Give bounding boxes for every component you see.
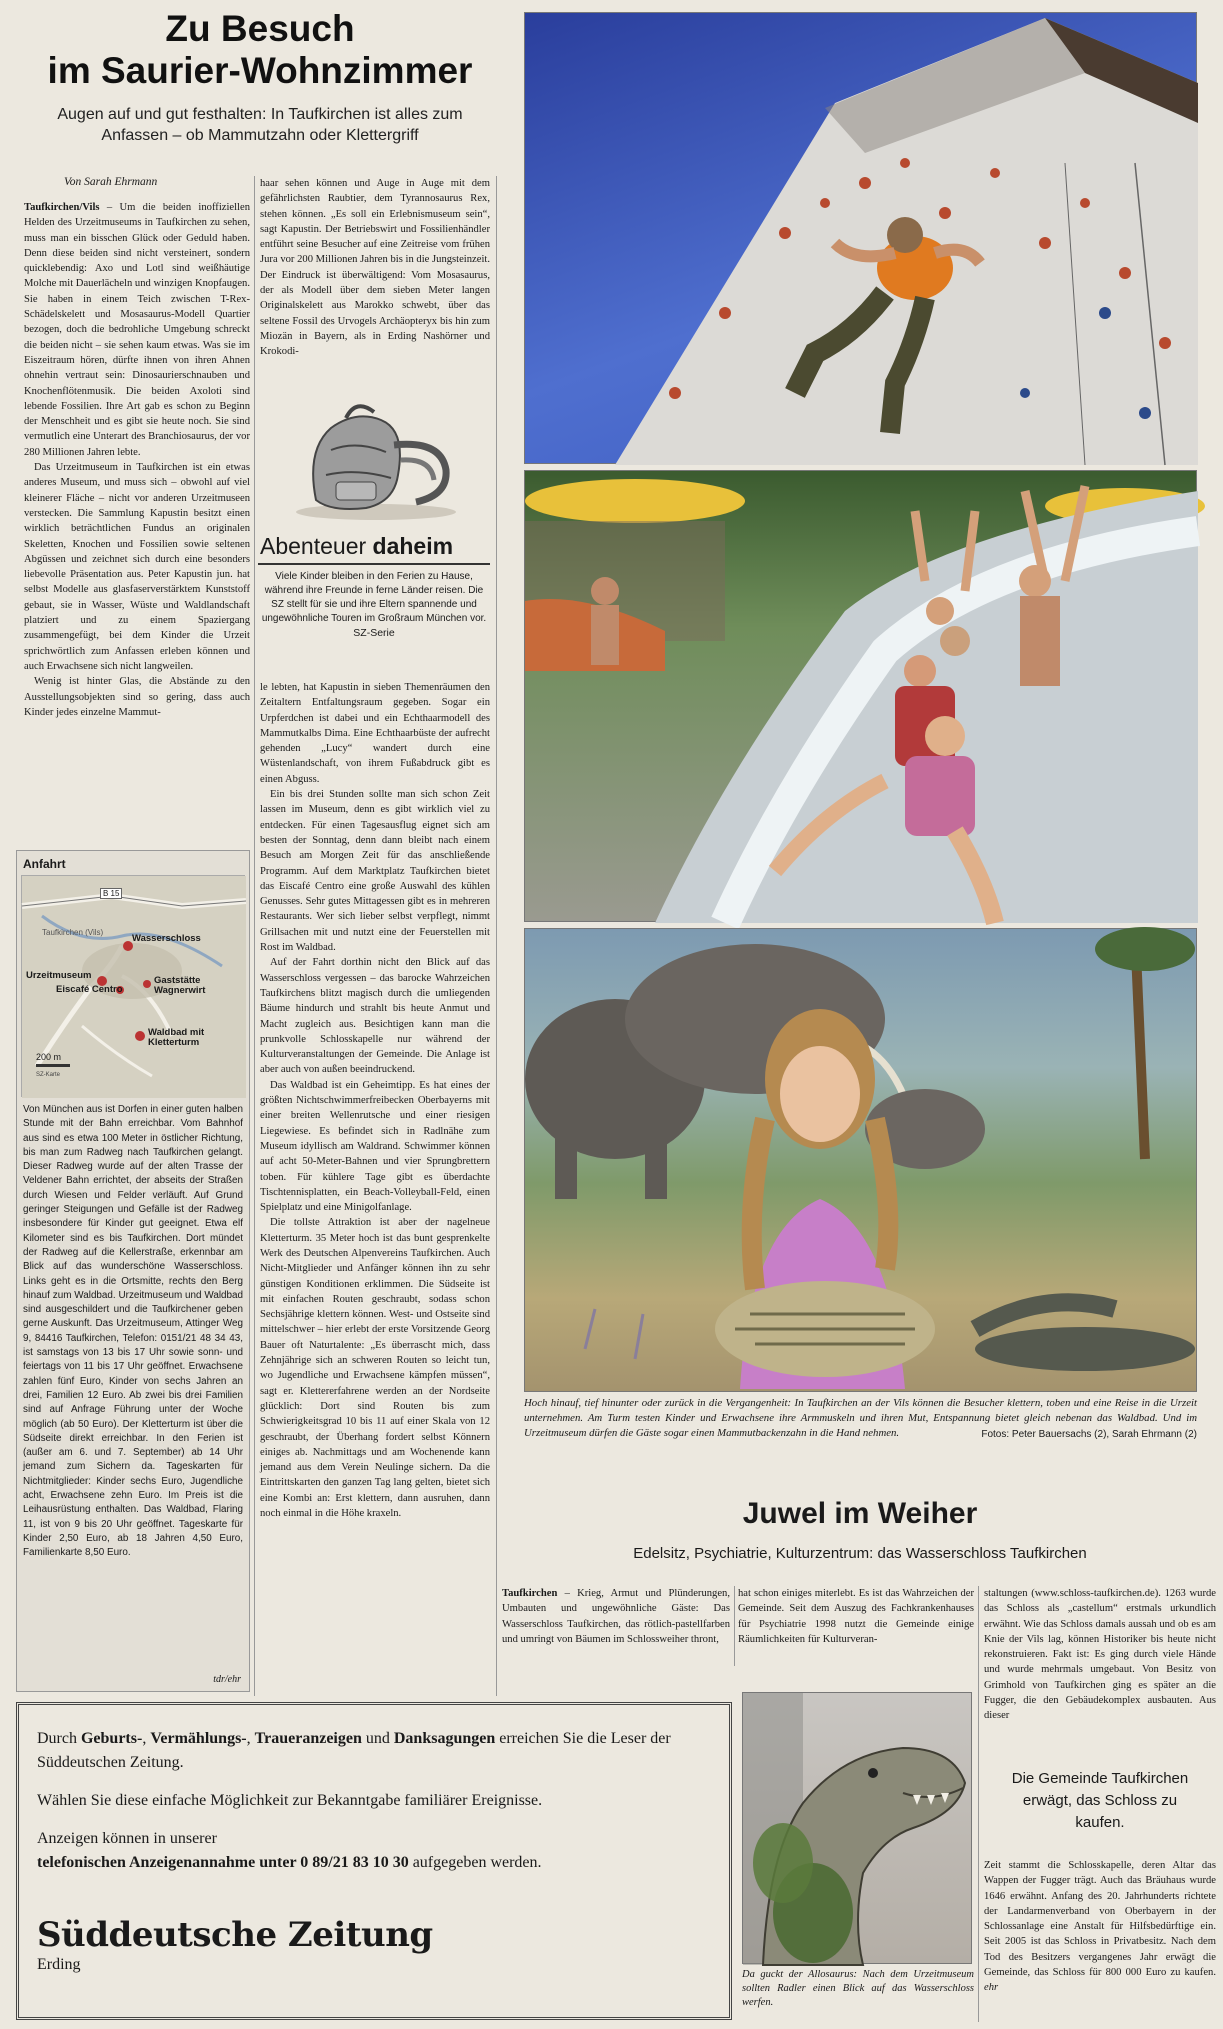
photo-credit: Fotos: Peter Bauersachs (2), Sarah Ehrmann (2) <box>981 1429 1197 1440</box>
anfahrt-box <box>16 850 250 1692</box>
route-map <box>21 875 245 1097</box>
ad-line4: telefonischen Anzeigenannahme unter 0 89/21 83 10 30 aufgegeben werden. <box>37 1854 542 1871</box>
article2-title: Juwel im Weiher <box>742 1497 978 1530</box>
article1-paragraph: haar sehen können und Auge in Auge mit dem gefährlichsten Raubtier, dem Tyrannosaurus Rex, stehen können. „Es soll ein Erlebnismuseum sein“, sagt Kapustin. Der Betriebswirt und Fossilienhändler entführt seine Besucher auf eine Zeitreise vom frühen Jura vor 200 Millionen Jahren bis in die Jungsteinzeit. Der Eindruck ist überwältigend: Vom Mosasaurus, der als Modell über dem sieben Meter langen Originalskelett aus Marokko schwebt, über das seltene Fossil des Urvogels Archäopteryx bis hin zum Miozän in Bayern, als in Erding Nashörner und Krokodi- <box>260 178 490 358</box>
article1-column2-top <box>260 176 490 394</box>
column-rule <box>254 176 255 1696</box>
map-label: B 15 <box>100 888 122 899</box>
ad-edition: Erding <box>37 1956 81 1973</box>
byline: Von Sarah Ehrmann <box>64 176 158 188</box>
anfahrt-title: Anfahrt <box>23 857 66 871</box>
series-box <box>258 532 490 639</box>
article1-paragraph: Wenig ist hinter Glas, die Abstände zu den Ausstellungsobjekten sind so gering, dass auch Kinder jedes einzelne Mammut- <box>24 676 250 718</box>
map-label: Taufkirchen (Vils) <box>42 928 104 937</box>
waterslide-photo <box>524 470 1197 922</box>
article1-title: Zu Besuch im Saurier-Wohnzimmer <box>47 8 473 91</box>
series-title: Abenteuer daheim <box>260 533 454 559</box>
allosaurus-caption: Da guckt der Allosaurus: Nach dem Urzeitmuseum sollten Radler einen Blick auf das Wasserschloss werfen. <box>742 1969 974 2008</box>
article1-paragraph: le lebten, hat Kapustin in sieben Themenräumen den Zeitaltern Entfaltungsraum gegeben. Sogar ein Urpferdchen ist dabei und ein Echthaarmodell des Mammutkalbs Dima. Eine Echthaarbüste der aufrecht gehenden „Lucy“ wandert durch eine Wüstenlandschaft, von ihrem Fußabdruck gibt es einen Abguss. <box>260 682 490 785</box>
allosaurus-photo <box>742 1692 972 1964</box>
article2-column3 <box>984 1586 1216 1722</box>
map-label: Waldbad mit Kletterturm <box>148 1027 205 1048</box>
backpack-illustration <box>276 390 476 525</box>
ad-line3: Anzeigen können in unserer <box>37 1830 217 1847</box>
article2-column2 <box>738 1586 974 1666</box>
article1-paragraph: Auf der Fahrt dorthin nicht den Blick auf das Wasserschloss vergessen – das barocke Wahrzeichen Taufkirchens blitzt magisch durch die umliegenden Bäume hindurch und strahlt bis heute Anmut und Macht zugleich aus. Besichtigen kann man die prunkvolle Schlosskapelle nur während der Kulturveranstaltungen der Gemeinde. Die Anlage ist aber auch von außen beeindruckend. <box>260 957 490 1076</box>
climbing-photo <box>524 12 1197 464</box>
article2-column3-bottom <box>984 1858 1216 2024</box>
article1-subtitle: Augen auf und gut festhalten: In Taufkirchen ist alles zum Anfassen – ob Mammutzahn oder Klettergriff <box>57 106 463 144</box>
photo-caption: Hoch hinauf, tief hinunter oder zurück in die Vergangenheit: In Taufkirchen an der Vils können die Besucher klettern, toben und eine Reise in die Urzeit unternehmen. Am Turm testen Kinder und Erwachsene ihre Armmuskeln und ihren Mut, Entspannung bietet gleich nebenan das Waldbad. Und im Urzeitmuseum dürfen die Gäste sogar einen Mammutbackenzahn in die Hand nehmen. Fotos: Peter Bauersachs (2), Sarah Ehrmann (2) <box>524 1397 1197 1440</box>
anfahrt-signature: tdr/ehr <box>213 1674 241 1685</box>
ad-line1: Durch Geburts-, Vermählungs-, Traueranzeigen und Danksagungen erreichen Sie die Leser der Süddeutschen Zeitung. <box>37 1730 671 1771</box>
sz-logo: Süddeutsche Zeitung <box>37 1915 433 1955</box>
map-credit: SZ-Karte <box>36 1072 61 1078</box>
article2-paragraph: hat schon einiges miterlebt. Es ist das Wahrzeichen der Gemeinde. Seit dem Auszug des Fachkrankenhauses für Psychiatrie 1998 nutzt die Gemeinde einige Räumlichkeiten für Kulturveran- <box>738 1588 974 1645</box>
ad-line2: Wählen Sie diese einfache Möglichkeit zur Bekanntgabe familiärer Ereignisse. <box>37 1792 543 1809</box>
article1-column2 <box>260 680 490 1680</box>
map-label: Wasserschloss <box>132 933 201 944</box>
article1-paragraph: Die tollste Attraktion ist aber der nagelneue Kletterturm. 35 Meter hoch ist das bunt gesprenkelte Werk des Deutschen Alpenvereins Taufkirchen. Auch Nicht-Mitglieder und Anfänger können ihn zu sehr günstigen Konditionen erklimmen. Die Südseite ist mit einfachen Routen geschraubt, sodass schon Sechsjährige klettern können. West- und Ostseite sind mittelschwer – hier erlebt der erste Vorsitzende Georg Bauer oft Naturtalente: „Es überrascht mich, dass Zehnjährige sich an schweren Routen so leicht tun, wo Jugendliche und Erwachsene kämpfen müssen“, sagt er. Klettererfahrene werden an der Nordseite glücklich: Dort sind Routen bis zum Schwierigkeitsgrad 10 bis 11 auf einer Skala von 12 geschraubt, der Überhang fordert selbst Könnern einiges ab. Nachmittags und am Wochenende kann jemand aus dem Verein Neulinge sichern. Da die Eintrittskarten den ganzen Tag lang gelten, bietet sich eine Kombi an: Erst klettern, dann ausruhen, dann noch einmal in die Höhe kraxeln. <box>260 1217 490 1520</box>
column-rule <box>978 1586 979 2022</box>
series-text: Viele Kinder bleiben in den Ferien zu Hause, während ihre Freunde in ferne Länder reisen. Die SZ stellt für sie und ihre Eltern spannende und ungewöhnliche Touren im Großraum München vor. <box>261 571 487 624</box>
article2-subtitle: Edelsitz, Psychiatrie, Kulturzentrum: das Wasserschloss Taufkirchen <box>633 1545 1087 1562</box>
column-rule <box>734 1586 735 1666</box>
map-label: Eiscafé Centro <box>56 984 123 995</box>
map-label: Gaststätte Wagnerwirt <box>154 975 206 996</box>
article1-column1 <box>24 200 250 822</box>
article1-paragraph: Das Waldbad ist ein Geheimtipp. Es hat eines der größten Nichtschwimmerfreibecken Oberbayerns mit einer breiten Wellenrutsche und einer riesigen Liegewiese. Es befindet sich in Radlnähe zum Museum idyllisch am Waldrand. Schwimmer können auf acht 50-Meter-Bahnen und vier Sprungbrettern toben. Für kühlere Tage gibt es überdachte Tischtennisplatten, ein Beach-Volleyball-Feld, einen Spielplatz und eine Minigolfanlage. <box>260 1079 490 1214</box>
map-label: Urzeitmuseum <box>26 970 92 981</box>
anfahrt-text: Von München aus ist Dorfen in einer guten halben Stunde mit der Bahn erreichbar. Vom Bahnhof aus sind es etwa 100 Meter in östlicher Richtung, bis man zum Radweg nach Taufkirchen gelangt. Dieser Radweg wurde auf der alten Trasse der Veldener Bahn errichtet, der abseits der Straßen durch Wiesen und Felder verläuft. Auf Grund geringer Steigungen und Gefälle ist der Radweg insbesondere für Kinder gut geeignet. Etwa elf Kilometer sind es bis Taufkirchen. Dort mündet der Radweg auf die Kellerstraße, erkennbar am Blick auf das wunderschöne Wasserschloss. Links geht es in die Ortsmitte, rechts den Berg hinauf zum Waldbad. Urzeitmuseum und Waldbad sind ausgeschildert und die Taufkirchener geben gerne Auskunft. Das Urzeitmuseum, Attinger Weg 9, 84416 Taufkirchen, Telefon: 0151/21 48 34 43, ist samstags von 13 bis 17 Uhr sowie sonn- und feiertags von 11 bis 17 Uhr geöffnet. Erwachsene zahlen fünf Euro, Kinder von sechs Jahren an drei, Familien 12 Euro. Ab zwei bis drei Familien sind auf Anfrage Führung unter der Woche möglich (ab 50 Euro). Der Kletterturm ist über die Südseite direkt erreichbar. In den Ferien ist (außer am 6. und 7. September) ab 14 Uhr jemand zum Sichern da. Tageskarten für Nichtmitglieder: Kinder sechs Euro, Jugendliche acht, Erwachsene zehn Euro. Im Preis ist die Leihausrüstung enthalten. Das Waldbad, Flaring 11, ist von 9 bis 20 Uhr geöffnet. Tageskarte für Kinder 2,50 Euro, ab 18 Jahren 4,50 Euro, Familienkarte 8,50 Euro. <box>23 1104 243 1559</box>
column-rule <box>496 176 497 1696</box>
article1-header <box>10 8 510 146</box>
museum-photo <box>524 928 1197 1392</box>
advertisement <box>16 1702 732 2020</box>
series-tag: SZ-Serie <box>353 627 395 639</box>
article2-paragraph: staltungen (www.schloss-taufkirchen.de). 1263 wurde das Schloss als „castellum“ erstmals urkundlich erwähnt. Wie das Schloss damals aussah und ob es am Knie der Vils lag, können Historiker bis heute nicht rekonstruieren. Fakt ist: Es ging durch viele Hände und wurde mehrmals umgebaut. Von Besitz von Grimhold von Taufkirchen ging es später an die Fugger, die den Gebäudekomplex ausbauten. Aus dieser <box>984 1588 1216 1722</box>
article1-paragraph: Das Urzeitmuseum in Taufkirchen ist ein etwas anderes Museum, und muss sich – obwohl auf viel kleinerer Fläche – nicht vor anderen Urzeitmuseen verstecken. Die Sammlung Kapustin besitzt einen wirklich beträchtlichen Fundus an originalen Skeletten, Knochen und Fossilien sowie seltenen Abgüssen und zeichnet sich durch eine besonders liebevolle Präsentation aus. Peter Kapustin jun. hat selbst Modelle aus glasfaserverstärktem Kunststoff gebaut, sie in Wasser, Wüste und Waldlandschaft platziert und zu einem Spaziergang zusammengefügt, bei dem Kinder die Urzeit sprichwörtlich zum Anfassen erleben können und auch Erwachsene sich nicht langweilen. <box>24 462 250 672</box>
article1-paragraph: Ein bis drei Stunden sollte man sich schon Zeit lassen im Museum, denn es gibt wirklich viel zu entdecken. Für einen Tagesausflug eignet sich am besten der Sonntag, denn dann bleibt nach einem Besuch am Morgen Zeit für das anschließende Programm. Auf dem Marktplatz Taufkirchen bietet das Eiscafé Centro eine große Auswahl des kühlen Genusses. Sehr gutes Mittagessen gibt es in mehreren Restaurants. Wer sich lieber selbst verpflegt, nimmt Grillsachen mit und nutzt eine der Feuerstellen mit Rost im Waldbad. <box>260 789 490 954</box>
article2-paragraph: Zeit stammt die Schlosskapelle, deren Altar das Wappen der Fugger trägt. Auch das Bräuhaus wurde 1646 erwähnt. Anfang des 20. Jahrhunderts richtete der Landarmenverband von Oberbayern in der Schlossanlage eine Anstalt für Hilfsbedürftige ein. Seit 2005 ist das Schloss in Privatbesitz. Nach dem Tod des Besitzers vergangenes Jahr erwägt die Gemeinde, das Schloss für 800 000 Euro zu kaufen. ehr <box>984 1860 1216 1994</box>
article2-paragraph: Taufkirchen – Krieg, Armut und Plünderungen, Umbauten und ungewöhnliche Gäste: Das Wasserschloss Taufkirchen, das rötlich-pastellfarben und umringt von Bäumen im Schlossweiher thront, <box>502 1588 730 1645</box>
article2-pull-quote: Die Gemeinde Taufkirchen erwägt, das Schloss zu kaufen. <box>1011 1770 1189 1831</box>
article2-column1 <box>502 1586 730 1686</box>
map-scale: 200 m <box>36 1052 62 1062</box>
article1-paragraph: Taufkirchen/Vils – Um die beiden inoffiziellen Helden des Urzeitmuseums in Taufkirchen zu sehen, muss man ein bisschen Glück oder Geduld haben. Denn diese beiden sind nicht versteinert, sondern quicklebendig: Axo und Lotl sind weißhäutige Molche mit Dauerlächeln und winzigen Knopfaugen. Sie haben in einem Teich zwischen T-Rex-Schädelskelett und Mosasaurus-Modell Quartier bezogen, doch die bedrohliche Umgebung schreckt die beiden nicht – sie sehen kaum etwas. Was sie im Eiszeitraum hören, dürfte ihnen von ihren Ahnen ohnehin vertraut sein: Dinosaurierschnauben und Knochenflötenmusik. Die beiden Axoloti sind lebende Fossilien. Ihre Art gab es schon zu Beginn der Menschheit und es gibt sie heute noch. Sie sind vermutlich eine Unterart des Branchiosaurus, der vor 280 Millionen Jahren lebte. <box>24 202 250 458</box>
